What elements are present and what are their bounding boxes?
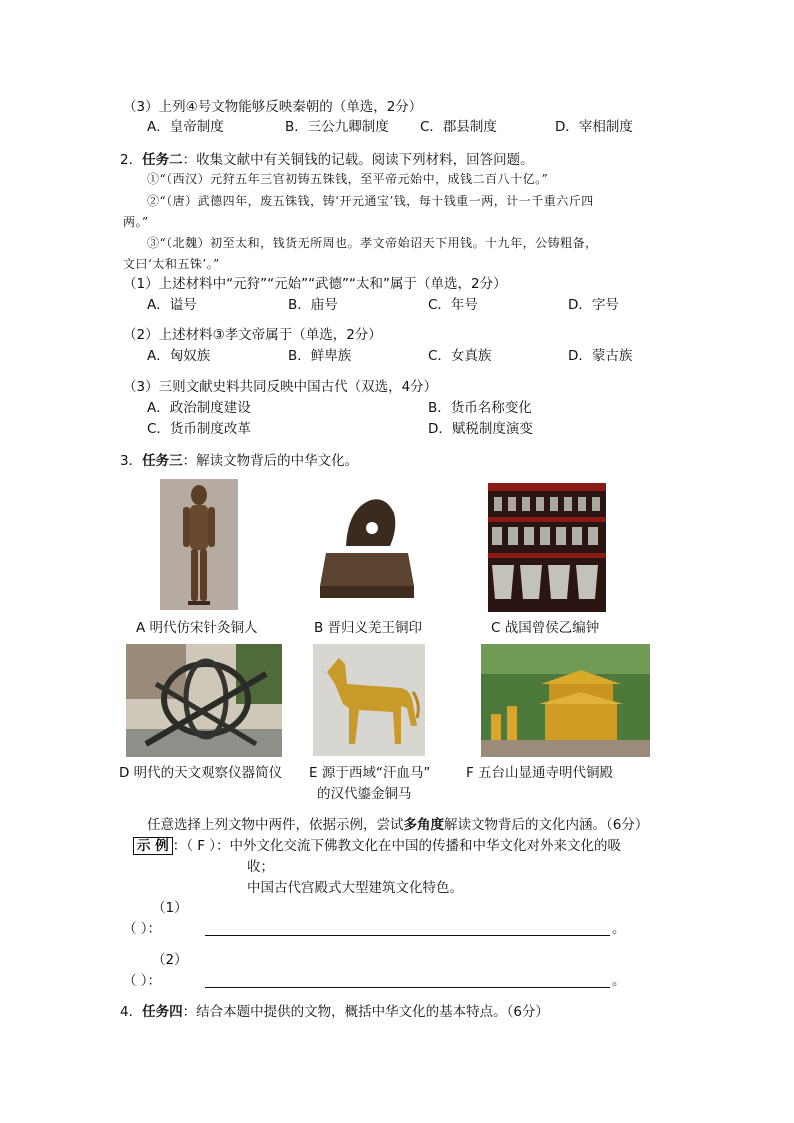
answer-2-end: 。: [612, 973, 626, 989]
gilt-bronze-horse-image: [313, 644, 425, 756]
material-2-line2: 两。”: [123, 215, 149, 229]
material-1: ①“（西汉）元狩五年三官初铸五铢钱，至平帝元始中，成钱二百八十亿。”: [147, 172, 549, 186]
caption-d: D 明代的天文观察仪器简仪: [119, 765, 283, 781]
instruction-part1: 任意选择上列文物中两件，依据示例，尝试: [147, 817, 404, 833]
instruction-part2: 解读文物背后的文化内涵。（6分）: [444, 817, 649, 833]
acupuncture-bronze-figure-image: [160, 479, 238, 610]
task2-q3-option-c: C．货币制度改革: [147, 421, 251, 437]
answer-2-paren[interactable]: （ ）：: [123, 973, 162, 989]
task4-heading: [120, 1003, 549, 1021]
task4-number: 4．: [120, 1004, 143, 1020]
caption-e-line1: E 源于西域“汗血马”: [309, 765, 431, 781]
answer-1-paren[interactable]: （ ）：: [123, 921, 162, 937]
material-3-line2: 文曰‘太和五铢’。”: [123, 257, 220, 271]
caption-a: A 明代仿宋针灸铜人: [136, 620, 258, 636]
caption-e-line2: 的汉代鎏金铜马: [317, 786, 412, 802]
task2-q1-option-c: C．年号: [428, 297, 478, 313]
bronze-seal-image: [316, 488, 418, 603]
task4-label: 任务四: [142, 1004, 183, 1020]
task3-heading: [120, 452, 358, 470]
task2-q1-stem: （1）上述材料中“元狩”“元始”“武德”“太和”属于（单选，2分）: [123, 276, 507, 292]
task2-q2-option-a: A．匈奴族: [147, 348, 211, 364]
example-text-1: ：中外文化交流下佛教文化在中国的传播和中华文化对外来文化的吸: [216, 838, 622, 854]
option-d: D．宰相制度: [555, 119, 633, 135]
answer-1-number: （1）: [152, 900, 188, 916]
task2-heading: [120, 151, 534, 169]
task3-instruction: [147, 816, 648, 834]
option-c: C．郡县制度: [420, 119, 497, 135]
task2-q1-option-b: B．庙号: [288, 297, 338, 313]
example-choice: （ F ）: [186, 838, 217, 854]
example-colon: ：: [172, 838, 187, 854]
caption-c: C 战国曾侯乙编钟: [491, 620, 600, 636]
task3-number: 3．: [120, 453, 143, 469]
option-b: B．三公九卿制度: [285, 119, 389, 135]
task3-label: 任务三: [142, 453, 183, 469]
task2-q3-option-b: B．货币名称变化: [428, 400, 532, 416]
task3-text: ：解读文物背后的中华文化。: [182, 453, 359, 469]
task2-number: 2．: [120, 152, 143, 168]
example-text-3: 中国古代宫殿式大型建筑文化特色。: [247, 880, 463, 896]
task2-q2-stem: （2）上述材料③孝文帝属于（单选，2分）: [123, 327, 382, 343]
answer-2-blank-line[interactable]: [205, 987, 610, 988]
task2-text: ：收集文献中有关铜钱的记载。阅读下列材料，回答问题。: [182, 152, 534, 168]
task2-q3-option-d: D．赋税制度演变: [428, 421, 533, 437]
chime-bells-image: [488, 483, 606, 612]
answer-1-end: 。: [612, 921, 626, 937]
caption-f: F 五台山显通寺明代铜殿: [466, 765, 614, 781]
bronze-hall-image: [481, 644, 650, 757]
task2-q2-option-b: B．鲜卑族: [288, 348, 352, 364]
option-a: A．皇帝制度: [147, 119, 224, 135]
instruction-bold: 多角度: [403, 817, 444, 833]
material-2-line1: ②“（唐）武德四年，废五铢钱，铸‘开元通宝’钱，每十钱重一两，计一千重六斤四: [147, 194, 594, 208]
answer-1-blank-line[interactable]: [205, 935, 610, 936]
task2-q2-option-d: D．蒙古族: [568, 348, 633, 364]
material-3-line1: ③“（北魏）初至太和，钱货无所周也。孝文帝始诏天下用钱。十九年，公铸粗备，: [147, 236, 598, 250]
caption-b: B 晋归义羌王铜印: [314, 620, 423, 636]
task2-q3-stem: （3）三则文献史料共同反映中国古代（双选，4分）: [123, 379, 438, 395]
example-label: 示 例: [133, 837, 173, 855]
task4-text: ：结合本题中提供的文物，概括中华文化的基本特点。（6分）: [182, 1004, 549, 1020]
task2-q1-option-a: A．谥号: [147, 297, 197, 313]
task2-label: 任务二: [142, 152, 183, 168]
astronomical-instrument-image: [126, 644, 282, 757]
example-line1: [133, 837, 621, 855]
task2-q1-option-d: D．字号: [568, 297, 619, 313]
task2-q3-option-a: A．政治制度建设: [147, 400, 251, 416]
answer-2-number: （2）: [152, 952, 188, 968]
example-text-2: 收；: [247, 859, 274, 875]
task2-q2-option-c: C．女真族: [428, 348, 492, 364]
question-1-3-stem: （3）上列④号文物能够反映秦朝的（单选，2分）: [123, 99, 423, 115]
